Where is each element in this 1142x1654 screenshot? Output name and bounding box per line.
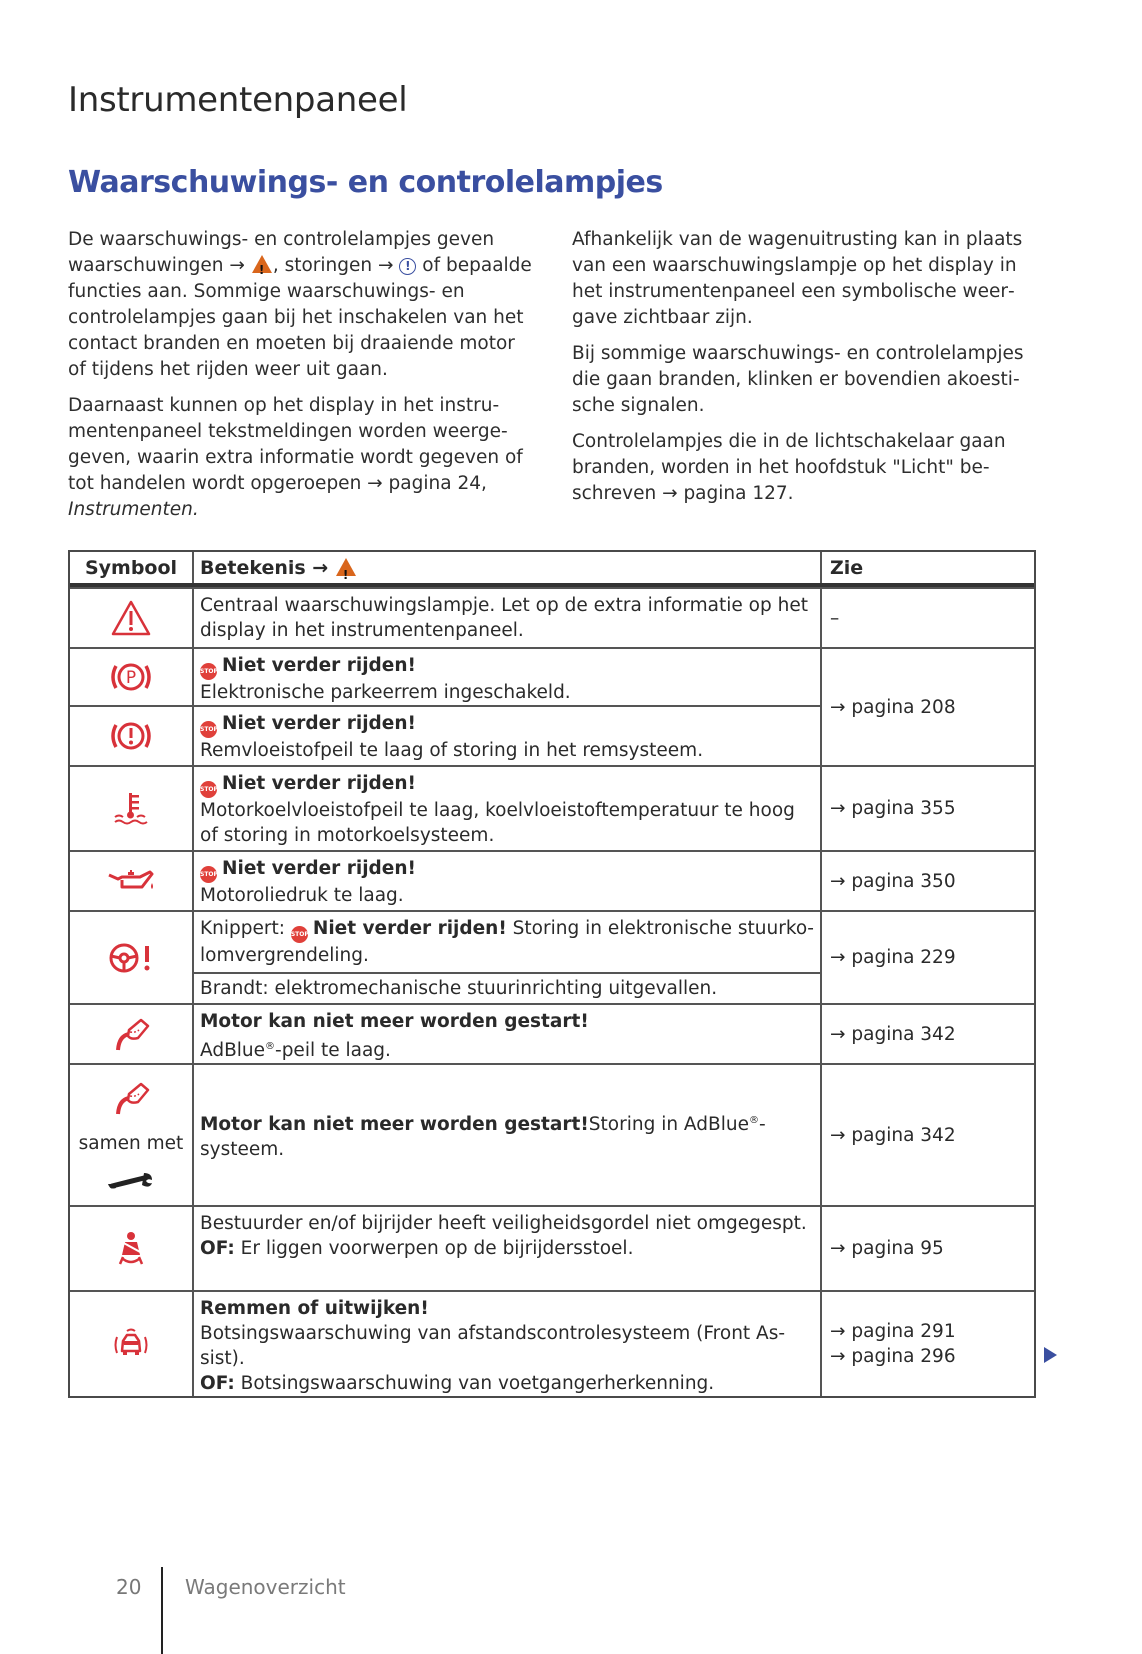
table-row [70, 1205, 1034, 1290]
header-meaning: Betekenis → ! [194, 552, 822, 583]
stop-sign-icon: STOP [200, 866, 217, 883]
stop-sign-icon: STOP [200, 721, 217, 738]
row-meaning: STOP Niet verder rijden! Remvloeistofpeil te laag of storing in het remsysteem. [194, 707, 822, 765]
row-meaning: Knippert: STOP Niet verder rijden! Storing in elektronische stuurkolomvergrendeling. Brandt: elektromechanische stuurinrichting uitgevallen. [194, 912, 822, 1003]
wrench-icon [106, 1170, 156, 1192]
warning-lights-table [68, 550, 1036, 1398]
row-meaning: STOP Niet verder rijden! Elektronische parkeerrem ingeschakeld. [194, 649, 822, 705]
row-meaning-sub: Brandt: elektromechanische stuurinrichting uitgevallen. [194, 972, 820, 1001]
stop-sign-icon: STOP [200, 781, 217, 798]
adblue-icon [111, 1078, 151, 1118]
page-link-208[interactable]: → pagina 208 [830, 696, 956, 718]
intro-right-column [572, 227, 1042, 517]
table-header [70, 552, 1034, 587]
table-row [70, 1003, 1034, 1063]
row-meaning: Bestuurder en/of bijrijder heeft veiligheidsgordel niet omgegespt. OF: Er liggen voorwerpen op de bijrijdersstoel. [194, 1207, 822, 1290]
row-meaning: Motor kan niet meer worden gestart!Storing in AdBlue®-systeem. [194, 1065, 822, 1205]
front-assist-icon [70, 1292, 194, 1396]
page-link-24[interactable]: → pagina 24, [367, 473, 487, 494]
chapter-title: Instrumentenpaneel [68, 80, 408, 120]
page-link-24-label[interactable]: Instrumenten. [68, 499, 199, 520]
info-circle-icon: ! [399, 258, 416, 275]
row-see [822, 647, 1034, 765]
page-link-127[interactable]: → pagina 127. [662, 483, 794, 504]
warning-triangle-icon [336, 558, 356, 576]
header-symbol: Symbool [70, 552, 194, 583]
row-meaning: Centraal waarschuwingslampje. Let op de extra informatie op het display in het instrumentenpaneel. [194, 589, 822, 647]
table-row [70, 765, 1034, 850]
page-number: 20 [116, 1575, 142, 1599]
row-see [822, 1292, 1034, 1396]
brake-system-icon [70, 707, 194, 765]
page-link-296[interactable]: → pagina 296 [830, 1346, 956, 1367]
intro-paragraph-4: Bij sommige waarschuwings- en controlelampjes die gaan branden, klinken er bovendien akoestische signalen. [572, 343, 1024, 416]
central-warning-triangle-icon [70, 589, 194, 647]
oil-pressure-icon [70, 852, 194, 910]
table-row [70, 910, 1034, 1003]
table-row [70, 1063, 1034, 1205]
row-meaning: STOP Niet verder rijden! Motoroliedruk te laag. [194, 852, 822, 910]
row-see: – [830, 607, 840, 629]
coolant-temperature-icon [70, 767, 194, 850]
intro-paragraph-2: Daarnaast kunnen op het display in het instrumentenpaneel tekstmeldingen worden weergegeven, waarin extra informatie wordt gegeven of tot handelen wordt opgeroepen → pagina 24, Instrumenten. [68, 395, 523, 520]
intro-paragraph-5: Controlelampjes die in de lichtschakelaar gaan branden, worden in het hoofdstuk "Licht" beschreven → pagina 127. [572, 431, 1006, 504]
together-with-label: samen met [78, 1133, 184, 1155]
table-row [70, 587, 1034, 647]
footer-section-title: Wagenoverzicht [185, 1575, 346, 1599]
page-link-342[interactable]: → pagina 342 [830, 1023, 956, 1045]
page-link-291[interactable]: → pagina 291 [830, 1321, 956, 1342]
table-row [70, 850, 1034, 910]
warning-triangle-icon [252, 255, 272, 273]
svg-text:P: P [125, 668, 137, 688]
page-link-355[interactable]: → pagina 355 [830, 798, 956, 819]
header-see: Zie [830, 556, 864, 579]
continue-next-page-icon [1044, 1347, 1057, 1363]
row-meaning: Motor kan niet meer worden gestart! AdBlue®-peil te laag. [194, 1005, 822, 1063]
row-meaning: STOP Niet verder rijden! Motorkoelvloeistofpeil te laag, koelvloeistoftemperatuur te hoog of storing in motorkoelsysteem. [194, 767, 822, 850]
page-link-95[interactable]: → pagina 95 [830, 1238, 944, 1259]
table-row [70, 1290, 1034, 1396]
page-link-342[interactable]: → pagina 342 [830, 1124, 956, 1146]
adblue-icon [70, 1005, 194, 1063]
row-meaning: Remmen of uitwijken! Botsingswaarschuwing van afstandscontrolesysteem (Front Assist). OF: Botsingswaarschuwing van voetgangerherkenning. [194, 1292, 822, 1396]
intro-paragraph-3: Afhankelijk van de wagenuitrusting kan in plaats van een waarschuwingslampje op het display in het instrumentenpaneel een symbolische weergave zichtbaar zijn. [572, 229, 1023, 328]
footer-divider [161, 1567, 163, 1654]
parking-brake-icon [70, 649, 194, 705]
steering-warning-icon [70, 912, 194, 1003]
seatbelt-icon [70, 1207, 194, 1290]
section-title: Waarschuwings- en controlelampjes [68, 165, 663, 200]
intro-left-column [68, 227, 538, 533]
stop-sign-icon: STOP [200, 663, 217, 680]
intro-paragraph-1: De waarschuwings- en controlelampjes geven waarschuwingen → ! , storingen → ! of bepaalde functies aan. Sommige waarschuwings- en controlelampjes gaan bij het inschakelen van het contact branden en moeten bij draaiende motor of tijdens het rijden weer uit gaan. [68, 227, 538, 383]
symbol-combo [70, 1065, 194, 1205]
page-link-229[interactable]: → pagina 229 [830, 947, 956, 968]
page-link-350[interactable]: → pagina 350 [830, 870, 956, 892]
stop-sign-icon: STOP [291, 926, 308, 943]
